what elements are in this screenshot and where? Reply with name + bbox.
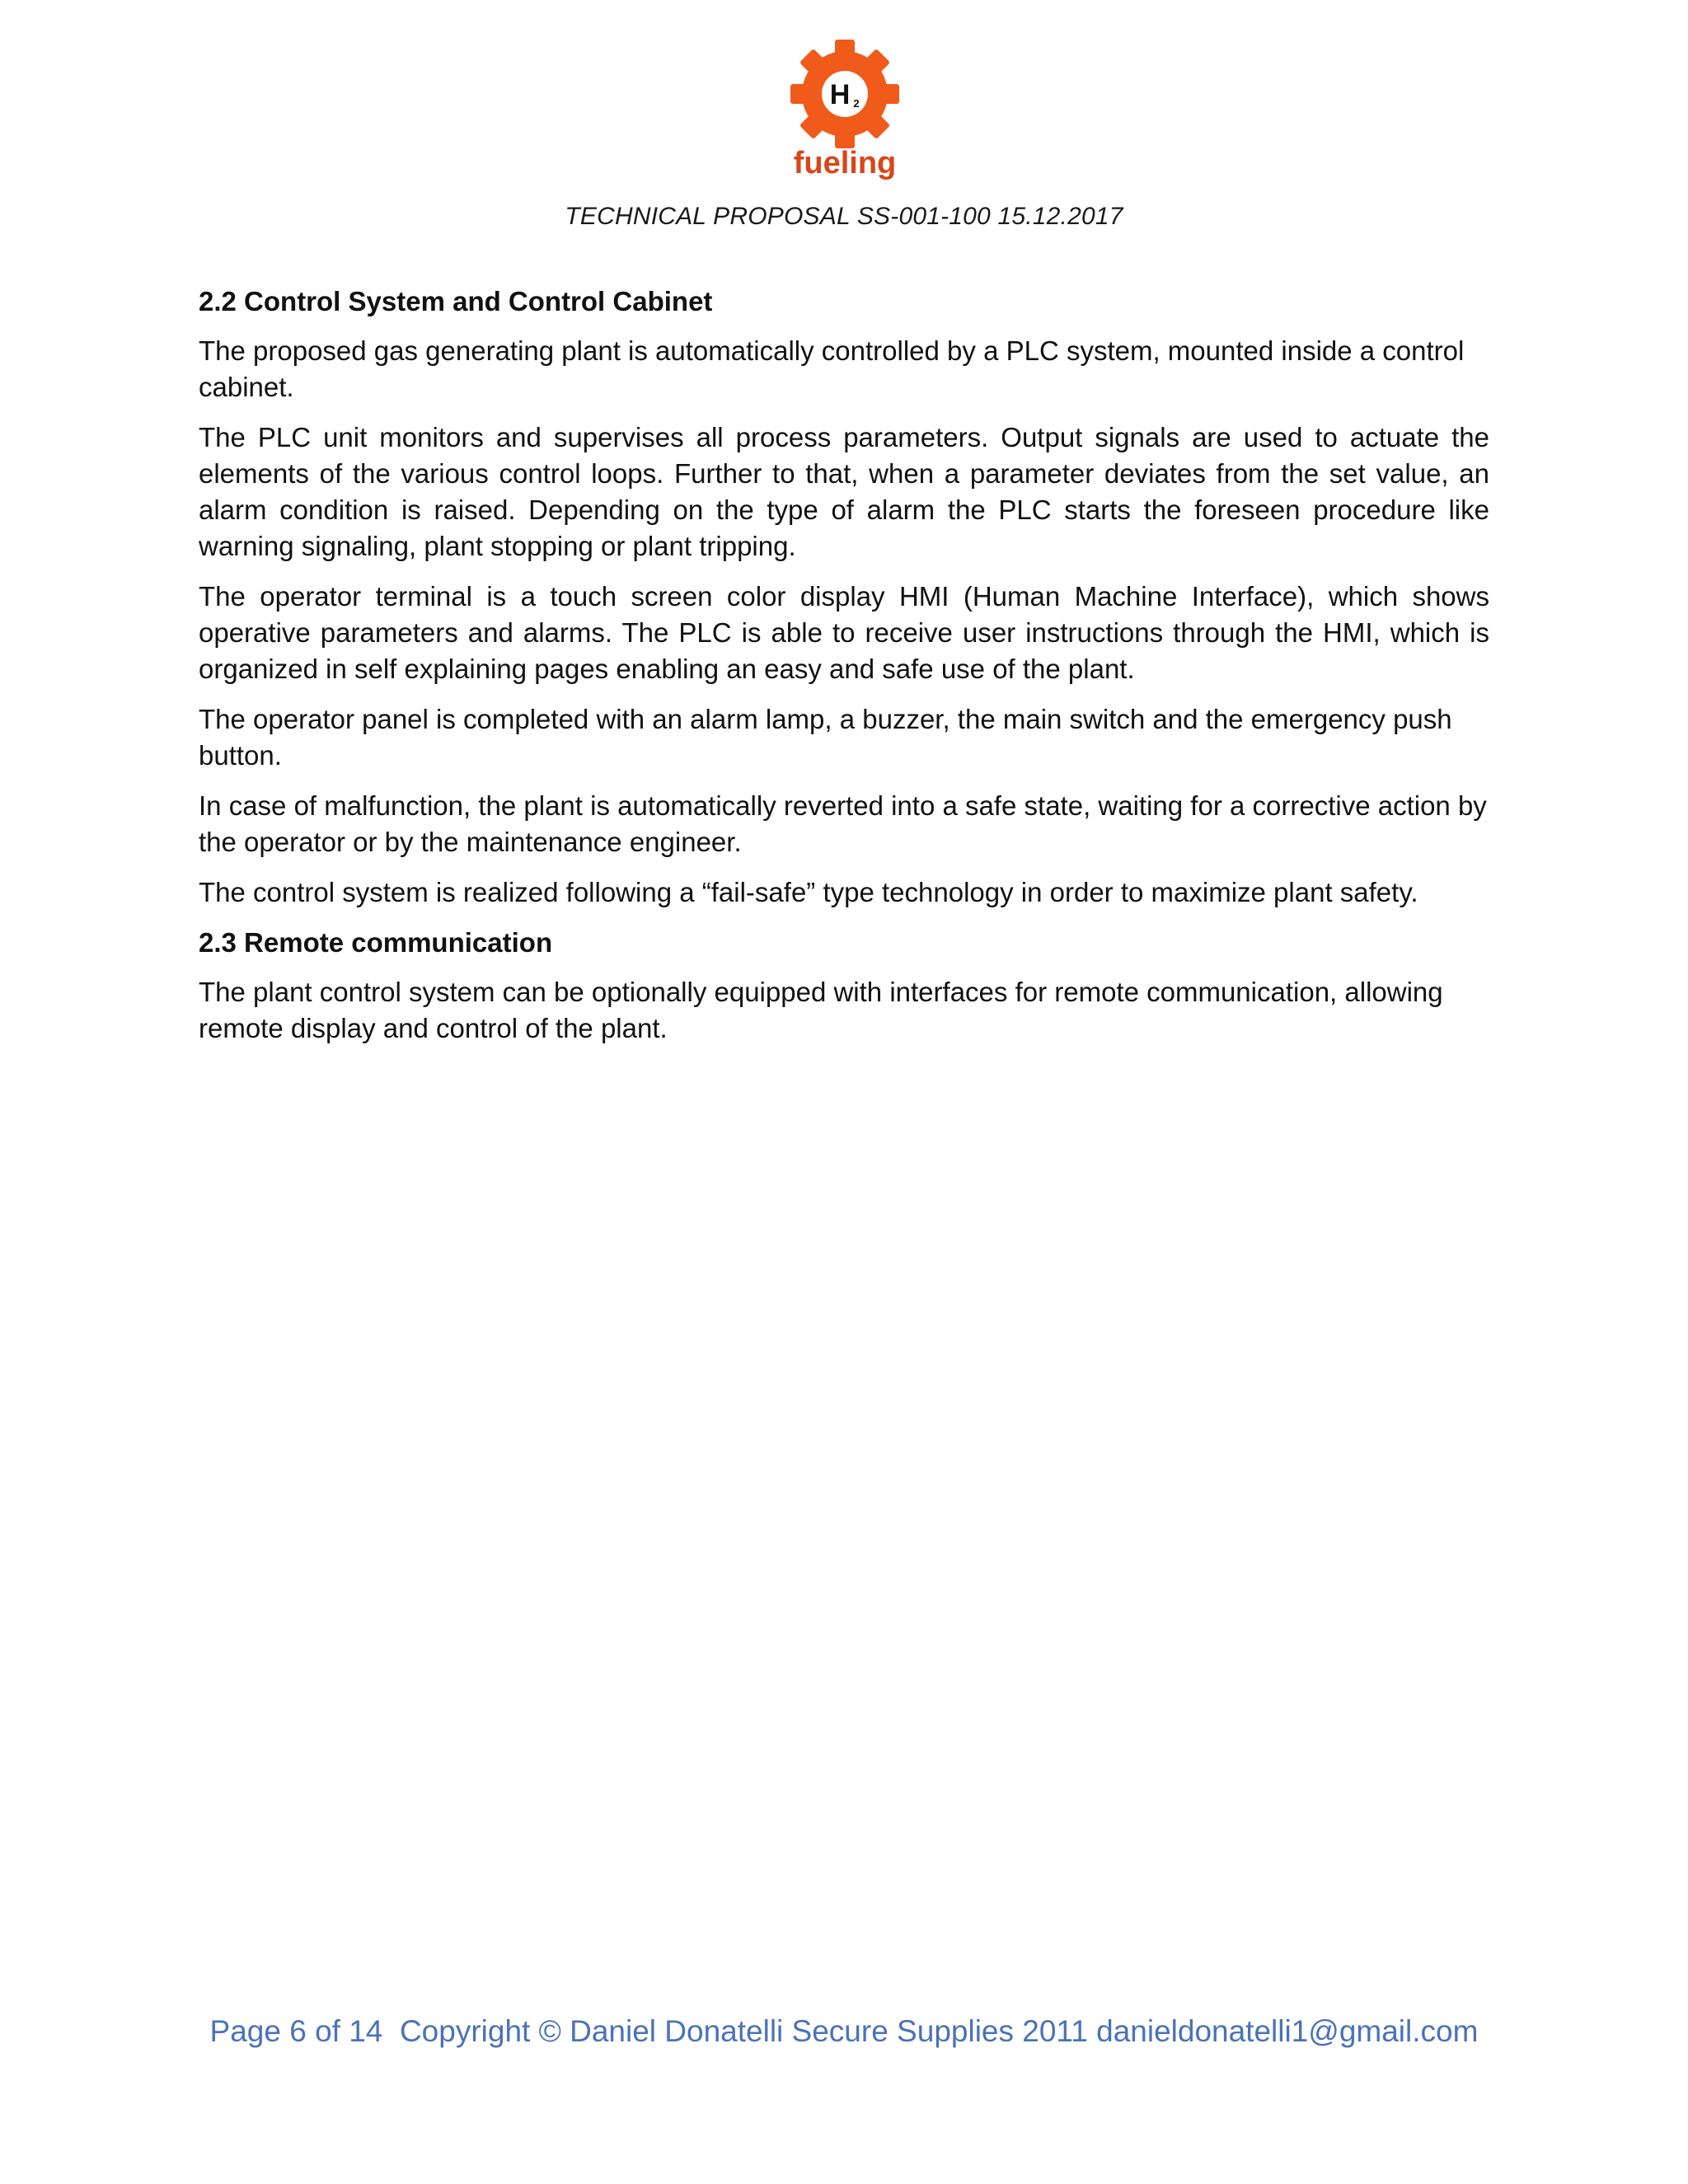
paragraph: The plant control system can be optionally equipped with interfaces for remote communication, allowing remote display and control of the plant. [199,977,1443,1043]
gear-icon [775,33,915,198]
document-body [199,284,1489,1061]
h2-fueling-logo [775,33,915,198]
logo-mark-subscript: 2 [853,97,860,110]
paragraph: The proposed gas generating plant is automatically controlled by a PLC system, mounted inside a control cabinet. [199,335,1465,402]
logo-brand-text: fueling [793,146,897,180]
page-footer: Page 6 of 14 Copyright © Daniel Donatelli Secure Supplies 2011 danieldonatelli1@gmail.com [209,2014,1479,2048]
paragraph: In case of malfunction, the plant is automatically reverted into a safe state, waiting for a corrective action by the operator or by the maintenance engineer. [199,790,1487,857]
document-header-title: TECHNICAL PROPOSAL SS-001-100 15.12.2017 [565,203,1123,230]
paragraph: The operator panel is completed with an alarm lamp, a buzzer, the main switch and the emergency push button. [199,704,1452,771]
section-heading-remote-communication: 2.3 Remote communication [199,927,553,958]
paragraph: The control system is realized following a “fail-safe” type technology in order to maximize plant safety. [199,877,1418,907]
logo-mark-text: H [829,79,851,110]
section-heading-control-system: 2.2 Control System and Control Cabinet [199,286,713,316]
paragraph: The operator terminal is a touch screen color display HMI (Human Machine Interface), which shows operative parameters and alarms. The PLC is able to receive user instructions through the HMI, which is organized in self explaining pages enabling an easy and safe use of the plant. [199,581,1489,684]
paragraph: The PLC unit monitors and supervises all process parameters. Output signals are used to actuate the elements of the various control loops. Further to that, when a parameter deviates from the set value, an alarm condition is raised. Depending on the type of alarm the PLC starts the foreseen procedure like warning signaling, plant stopping or plant tripping. [199,422,1489,561]
